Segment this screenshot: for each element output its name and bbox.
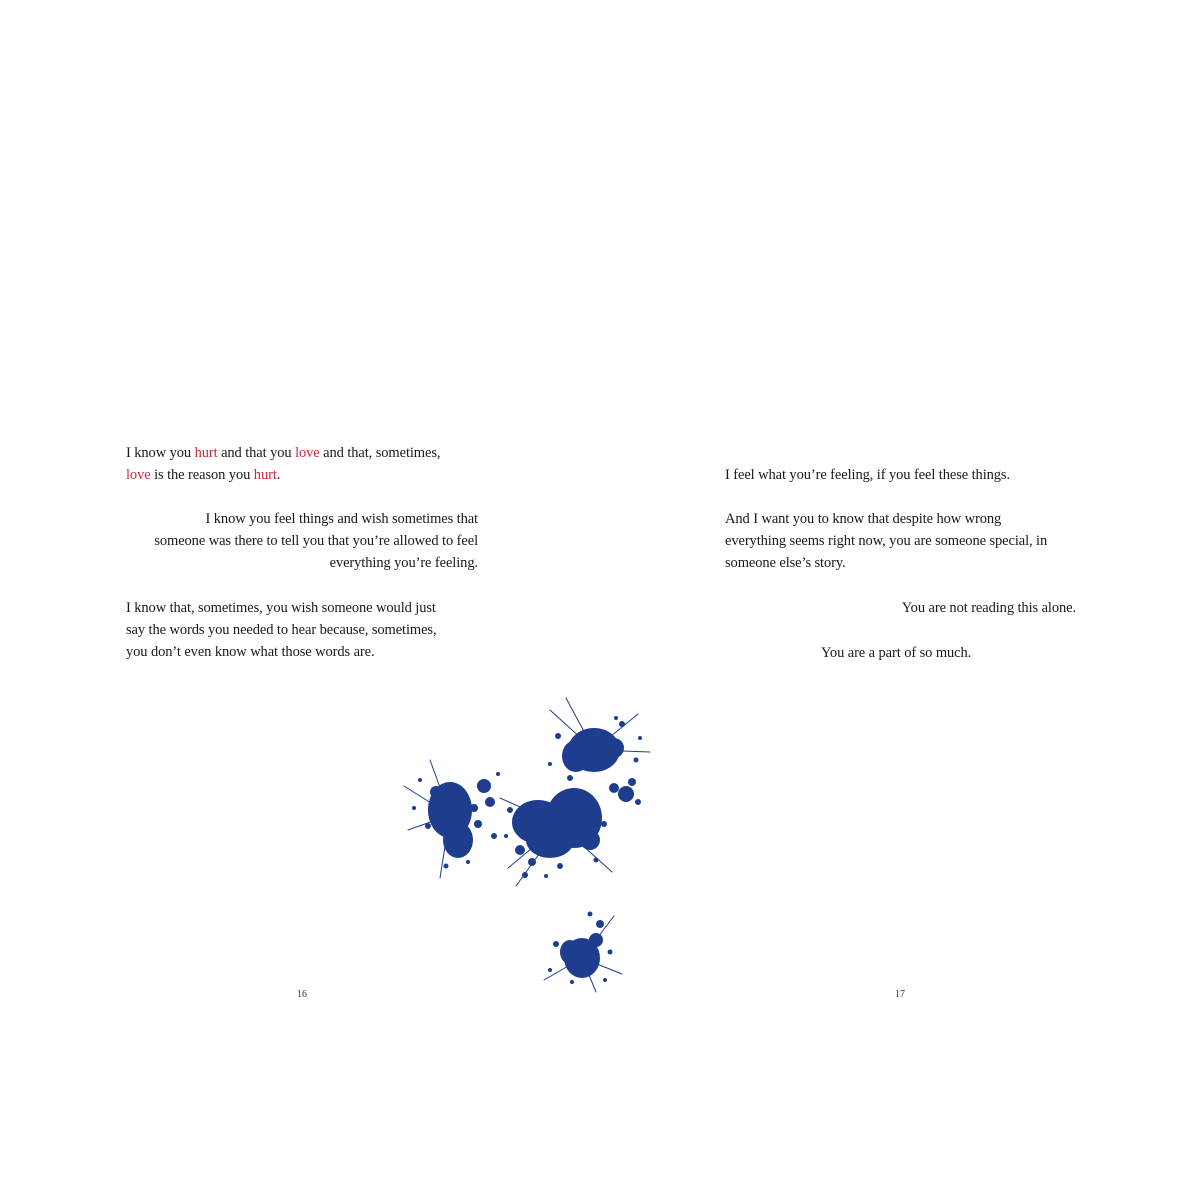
left-paragraph-feel-things	[154, 508, 478, 574]
right-paragraph-special	[725, 508, 1047, 574]
paragraph-line: I feel what you’re feeling, if you feel these things.	[725, 467, 1010, 483]
paragraph-line: someone else’s story.	[725, 555, 846, 571]
right-paragraph-part-of-much	[821, 642, 971, 664]
paragraph-line: everything seems right now, you are someone special, in	[725, 533, 1048, 549]
page-number-right: 17	[895, 989, 905, 1000]
text-run: I know you	[126, 445, 195, 461]
paragraph-line: say the words you needed to hear because, sometimes,	[126, 622, 437, 638]
accent-word-love: love	[126, 467, 151, 483]
paragraph-line: You are not reading this alone.	[901, 600, 1076, 616]
text-run: and that, sometimes,	[319, 445, 441, 461]
paragraph-line: you don’t even know what those words are.	[126, 644, 375, 660]
left-paragraph-hurt-love	[126, 442, 440, 486]
accent-word-hurt: hurt	[194, 445, 218, 461]
paragraph-line	[126, 442, 440, 464]
ink-blots	[412, 716, 642, 984]
paragraph-line: someone was there to tell you that you’re allowed to feel	[154, 533, 478, 549]
paragraph-line: And I want you to know that despite how wrong	[725, 511, 1002, 527]
paragraph-line: everything you’re feeling.	[329, 555, 478, 571]
accent-word-love: love	[295, 445, 320, 461]
ink-splatter-icon	[400, 690, 660, 1000]
right-paragraph-feel	[725, 464, 1010, 486]
paragraph-line	[126, 464, 440, 486]
text-run: is the reason you	[150, 467, 254, 483]
text-run: and that you	[217, 445, 296, 461]
left-paragraph-words	[126, 597, 436, 663]
accent-word-hurt: hurt	[253, 467, 277, 483]
paragraph-line: I know you feel things and wish sometimes that	[205, 511, 478, 527]
right-paragraph-not-alone	[902, 597, 1076, 619]
text-run: .	[276, 467, 281, 483]
paragraph-line: I know that, sometimes, you wish someone would just	[126, 600, 436, 616]
page-number-left: 16	[297, 989, 307, 1000]
right-page	[600, 0, 1200, 1200]
paragraph-line: You are a part of so much.	[821, 645, 972, 661]
